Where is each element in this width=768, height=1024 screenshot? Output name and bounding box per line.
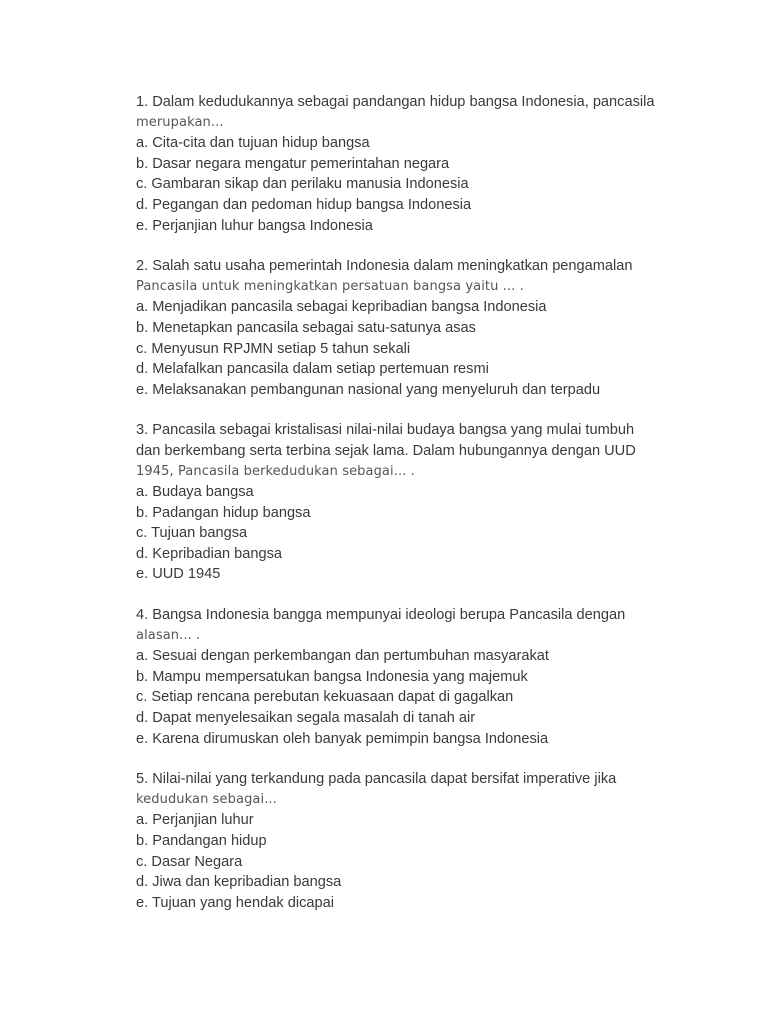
answer-option-e: e. Melaksanakan pembangunan nasional yang menyeluruh dan terpadu [136,381,601,398]
answer-option-b: b. Padangan hidup bangsa [136,504,311,521]
question-stem: 1. Dalam kedudukannya sebagai pandangan hidup bangsa Indonesia, pancasila [136,94,655,110]
question-stem: 2. Salah satu usaha pemerintah Indonesia dalam meningkatkan pengamalan [136,258,633,275]
answer-option-e: e. Perjanjian luhur bangsa Indonesia [136,217,373,234]
question-stem: 5. Nilai-nilai yang terkandung pada pancasila dapat bersifat imperative jika [136,771,617,788]
answer-option-a: a. Budaya bangsa [136,484,254,501]
question-stem: 4. Bangsa Indonesia bangga mempunyai ideologi berupa Pancasila dengan [136,607,626,624]
answer-option-a: a. Sesuai dengan perkembangan dan pertumbuhan masyarakat [136,648,549,665]
question-2 [136,256,736,400]
answer-option-a: a. Cita-cita dan tujuan hidup bangsa [136,135,370,152]
answer-option-c: c. Setiap rencana perebutan kekuasaan dapat di gagalkan [136,689,514,706]
answer-option-b: b. Pandangan hidup [136,833,267,849]
answer-option-c: c. Tujuan bangsa [136,525,248,542]
answer-option-b: b. Dasar negara mengatur pemerintahan negara [136,155,450,172]
answer-option-e: e. Tujuan yang hendak dicapai [136,894,334,911]
question-1 [136,92,736,236]
question-stem-continuation: merupakan... [136,114,224,130]
answer-option-d: d. Dapat menyelesaikan segala masalah di tanah air [136,710,476,727]
answer-option-d: d. Kepribadian bangsa [136,545,283,562]
answer-option-b: b. Mampu mempersatukan bangsa Indonesia yang majemuk [136,668,528,685]
question-stem: 3. Pancasila sebagai kristalisasi nilai-nilai budaya bangsa yang mulai tumbuh [136,422,635,439]
answer-option-b: b. Menetapkan pancasila sebagai satu-satunya asas [136,319,476,336]
question-stem: dan berkembang serta terbina sejak lama. Dalam hubungannya dengan UUD [136,442,636,459]
answer-option-a: a. Menjadikan pancasila sebagai kepribadian bangsa Indonesia [136,299,547,316]
answer-option-a: a. Perjanjian luhur [136,812,254,829]
document-page [136,92,736,933]
question-stem-continuation: Pancasila untuk meningkatkan persatuan bangsa yaitu ... . [136,278,524,294]
question-stem-continuation: kedudukan sebagai... [136,791,277,807]
answer-option-d: d. Jiwa dan kepribadian bangsa [136,874,342,891]
answer-option-c: c. Gambaran sikap dan perilaku manusia Indonesia [136,176,469,193]
question-5 [136,769,736,913]
question-stem-continuation: alasan... . [136,627,201,643]
question-3 [136,420,736,585]
answer-option-e: e. Karena dirumuskan oleh banyak pemimpin bangsa Indonesia [136,730,549,747]
answer-option-c: c. Menyusun RPJMN setiap 5 tahun sekali [136,340,411,357]
answer-option-c: c. Dasar Negara [136,853,243,870]
question-4 [136,605,736,749]
answer-option-e: e. UUD 1945 [136,566,221,583]
question-stem-continuation: 1945, Pancasila berkedudukan sebagai... . [136,463,415,479]
answer-option-d: d. Melafalkan pancasila dalam setiap pertemuan resmi [136,361,489,378]
answer-option-d: d. Pegangan dan pedoman hidup bangsa Indonesia [136,196,472,213]
